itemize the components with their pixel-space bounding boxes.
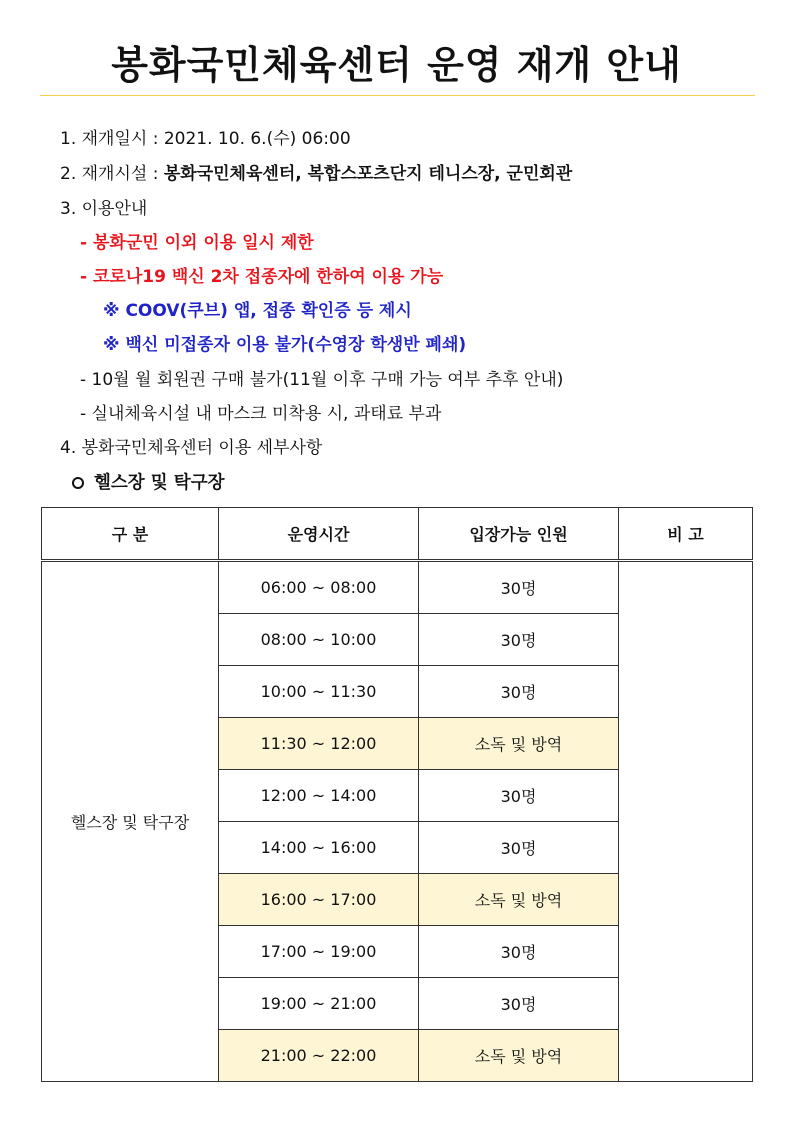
notice-membership: - 10월 월 회원권 구매 불가(11월 이후 구매 가능 여부 추후 안내) bbox=[80, 370, 564, 390]
notice-mask: - 실내체육시설 내 마스크 미착용 시, 과태료 부과 bbox=[80, 404, 442, 424]
capacity-cell: 30명 bbox=[419, 666, 619, 718]
header-note: 비 고 bbox=[619, 508, 753, 561]
capacity-cell: 30명 bbox=[419, 822, 619, 874]
capacity-cell: 30명 bbox=[419, 978, 619, 1030]
time-cell: 19:00 ~ 21:00 bbox=[219, 978, 419, 1030]
time-cell: 21:00 ~ 22:00 bbox=[219, 1030, 419, 1082]
time-cell: 16:00 ~ 17:00 bbox=[219, 874, 419, 926]
capacity-cell: 30명 bbox=[419, 561, 619, 614]
item-3-label: 3. 이용안내 bbox=[60, 199, 148, 219]
item-2-label: 2. 재개시설 : bbox=[60, 164, 159, 184]
time-cell: 17:00 ~ 19:00 bbox=[219, 926, 419, 978]
category-cell: 헬스장 및 탁구장 bbox=[42, 561, 219, 1082]
item-1-label: 1. 재개일시 : bbox=[60, 129, 159, 149]
capacity-cell: 30명 bbox=[419, 926, 619, 978]
item-4-label: 4. 봉화국민체육센터 이용 세부사항 bbox=[60, 438, 323, 458]
header-time: 운영시간 bbox=[219, 508, 419, 561]
time-cell: 08:00 ~ 10:00 bbox=[219, 614, 419, 666]
section-title: 헬스장 및 탁구장 bbox=[94, 473, 225, 493]
header-category: 구 분 bbox=[42, 508, 219, 561]
time-cell: 10:00 ~ 11:30 bbox=[219, 666, 419, 718]
circle-bullet-icon bbox=[72, 477, 84, 489]
notice-vaccine: - 코로나19 백신 2차 접종자에 한하여 이용 가능 bbox=[80, 267, 444, 287]
capacity-cell: 30명 bbox=[419, 614, 619, 666]
title-divider bbox=[40, 95, 755, 96]
notice-coov: ※ COOV(쿠브) 앱, 접종 확인증 등 제시 bbox=[103, 301, 412, 321]
item-2 bbox=[60, 163, 572, 185]
item-2-value: 봉화국민체육센터, 복합스포츠단지 테니스장, 군민회관 bbox=[163, 164, 573, 184]
schedule-table bbox=[41, 507, 753, 1082]
notice-unvaccinated: ※ 백신 미접종자 이용 불가(수영장 학생반 폐쇄) bbox=[103, 335, 467, 355]
capacity-cell: 소독 및 방역 bbox=[419, 874, 619, 926]
capacity-cell: 소독 및 방역 bbox=[419, 718, 619, 770]
time-cell: 06:00 ~ 08:00 bbox=[219, 561, 419, 614]
page-title: 봉화국민체육센터 운영 재개 안내 bbox=[111, 43, 682, 87]
note-cell bbox=[619, 561, 753, 1082]
item-1 bbox=[60, 128, 351, 150]
table-header-row bbox=[42, 508, 753, 561]
table-row bbox=[42, 561, 753, 614]
item-1-value: 2021. 10. 6.(수) 06:00 bbox=[163, 129, 351, 149]
time-cell: 12:00 ~ 14:00 bbox=[219, 770, 419, 822]
time-cell: 14:00 ~ 16:00 bbox=[219, 822, 419, 874]
time-cell: 11:30 ~ 12:00 bbox=[219, 718, 419, 770]
capacity-cell: 30명 bbox=[419, 770, 619, 822]
section-heading bbox=[72, 472, 225, 494]
notice-restriction: - 봉화군민 이외 이용 일시 제한 bbox=[80, 233, 314, 253]
capacity-cell: 소독 및 방역 bbox=[419, 1030, 619, 1082]
header-capacity: 입장가능 인원 bbox=[419, 508, 619, 561]
